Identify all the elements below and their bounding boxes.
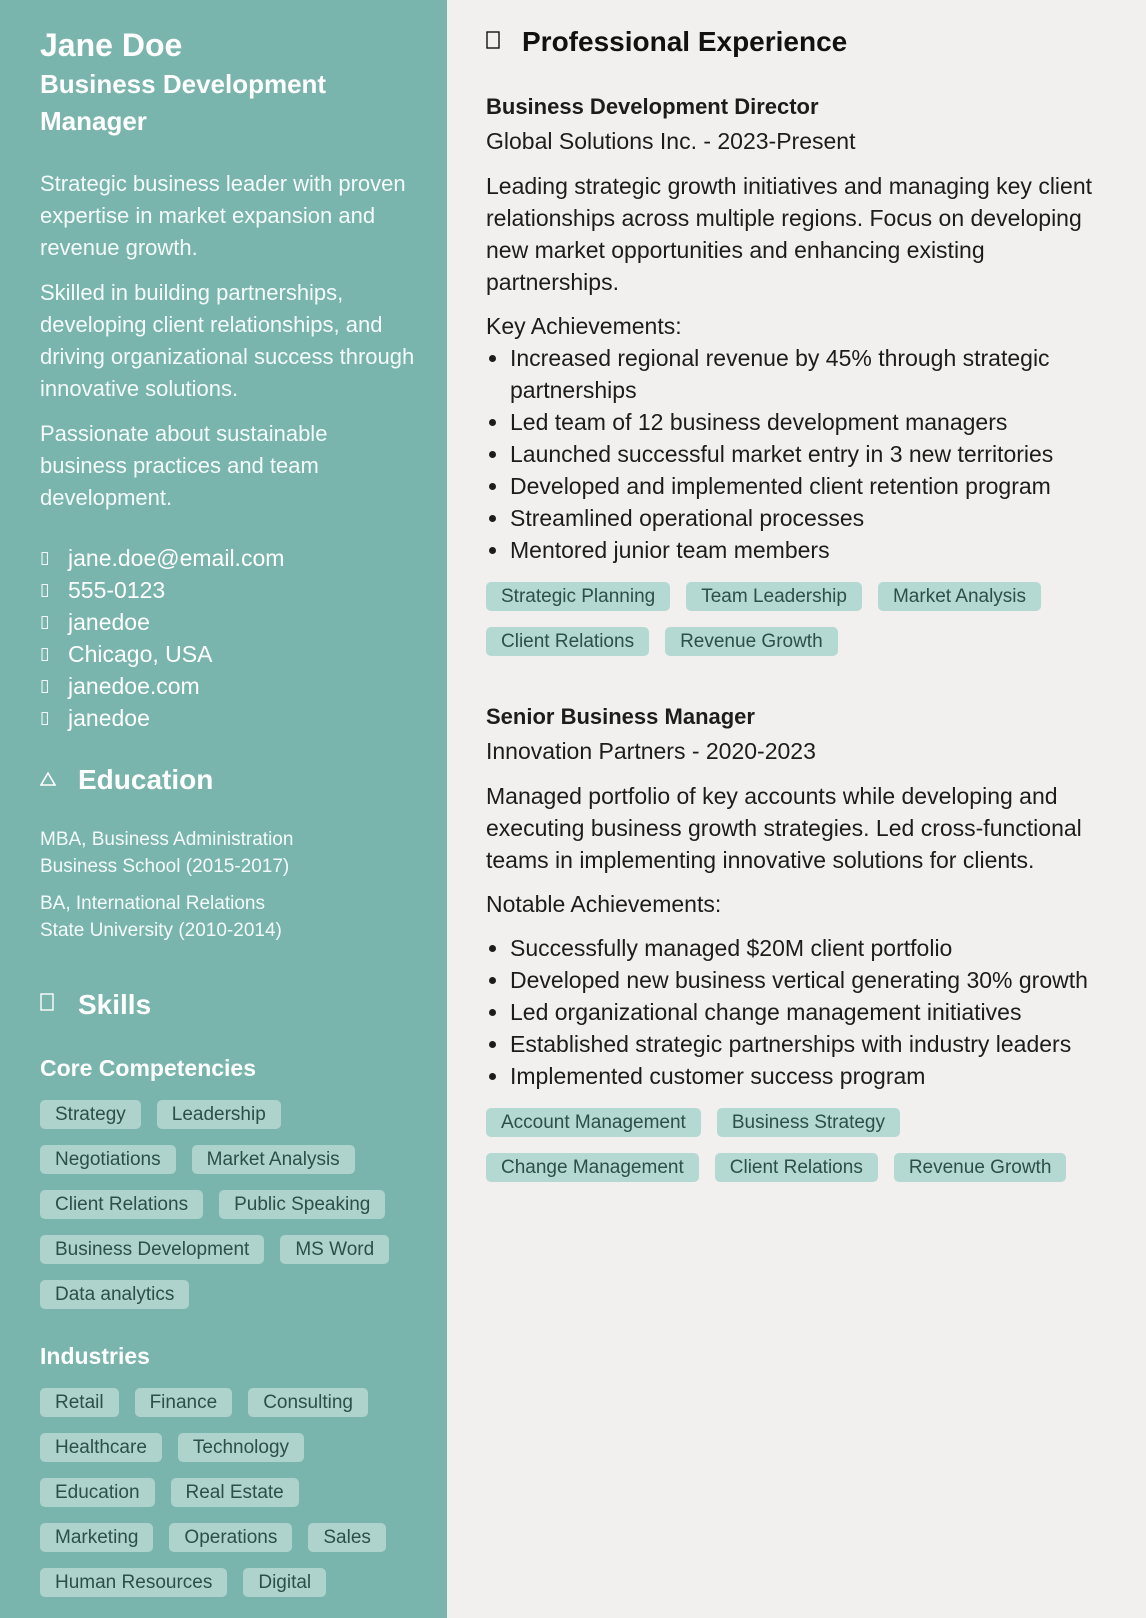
summary-paragraph: Skilled in building partnerships, developing client relationships, and driving organizational success through innovative solutions. [40, 280, 415, 401]
industry-tag: Operations [169, 1523, 292, 1552]
job-title: Senior Business Manager [486, 704, 755, 729]
achievement-item: • Led organizational change management initiatives [510, 996, 1122, 1028]
job-description: Managed portfolio of key accounts while developing and executing business growth strategies. Led cross-functional teams in implementing innovative solutions for clients. [486, 783, 1082, 873]
job-entry [486, 92, 1122, 656]
skill-tag: Data analytics [40, 1280, 189, 1309]
achievement-item: • Developed new business vertical generating 30% growth [510, 964, 1122, 996]
achievements-label: Key Achievements: [486, 313, 682, 339]
education-heading [40, 764, 417, 796]
industry-tag: Sales [308, 1523, 386, 1552]
experience-title: Professional Experience [522, 26, 848, 57]
achievement-item: • Launched successful market entry in 3 new territories [510, 438, 1122, 470]
sidebar [0, 0, 447, 1618]
briefcase-icon [486, 29, 522, 55]
industry-tag: Technology [178, 1433, 304, 1462]
contact-text: 555-0123 [68, 577, 166, 603]
education-title: Education [78, 764, 214, 795]
education-item [40, 826, 417, 880]
industry-tag: Retail [40, 1388, 119, 1417]
skill-tag: MS Word [280, 1235, 389, 1264]
phone-icon: ▯ [40, 580, 50, 599]
industry-tag: Consulting [248, 1388, 368, 1417]
linkedin-icon: ▯ [40, 612, 50, 631]
job-title: Business Development Director [486, 94, 819, 119]
contact-linkedin[interactable] [40, 606, 417, 638]
contact-github[interactable] [40, 702, 417, 734]
github-icon: ▯ [40, 708, 50, 727]
main-content [447, 0, 1146, 1618]
achievement-item: • Established strategic partnerships with industry leaders [510, 1028, 1122, 1060]
industry-tag: Finance [135, 1388, 233, 1417]
industry-tag: Healthcare [40, 1433, 162, 1462]
job-company-dates: Global Solutions Inc. - 2023-Present [486, 128, 856, 154]
industry-tag: Marketing [40, 1523, 153, 1552]
achievement-item: • Increased regional revenue by 45% through strategic partnerships [510, 342, 1122, 406]
job-tag: Account Management [486, 1108, 701, 1137]
contact-text: janedoe [68, 609, 150, 635]
industry-tag: Education [40, 1478, 155, 1507]
skill-tag: Leadership [157, 1100, 281, 1129]
website-icon: ▯ [40, 676, 50, 695]
job-description: Leading strategic growth initiatives and managing key client relationships across multiple regions. Focus on developing new market opportunities and enhancing existing partnerships. [486, 173, 1093, 295]
skills-title: Skills [78, 989, 152, 1020]
summary [40, 168, 417, 514]
industry-tag: Real Estate [171, 1478, 299, 1507]
job-tag: Client Relations [486, 627, 649, 656]
skills-heading [40, 989, 417, 1021]
industries-title: Industries [40, 1343, 150, 1369]
achievement-item: • Implemented customer success program [510, 1060, 1122, 1092]
education-degree: BA, International Relations [40, 893, 265, 914]
achievements-list [486, 342, 1122, 566]
contact-location [40, 638, 417, 670]
core-competencies-tags [40, 1100, 417, 1309]
graduation-cap-icon [40, 769, 78, 792]
achievements-label: Notable Achievements: [486, 891, 722, 917]
education-school: Business School (2015-2017) [40, 856, 290, 877]
job-tag: Revenue Growth [665, 627, 838, 656]
contact-text: Chicago, USA [68, 641, 213, 667]
achievement-item: • Successfully managed $20M client portfolio [510, 932, 1122, 964]
core-competencies-title: Core Competencies [40, 1055, 257, 1081]
contact-list [40, 542, 417, 734]
job-tags [486, 1108, 1122, 1182]
skill-tag: Client Relations [40, 1190, 203, 1219]
summary-paragraph: Strategic business leader with proven expertise in market expansion and revenue growth. [40, 171, 406, 260]
job-entry [486, 702, 1122, 1182]
education-list [40, 826, 417, 944]
education-degree: MBA, Business Administration [40, 829, 294, 850]
contact-text: janedoe [68, 705, 150, 731]
education-item [40, 890, 417, 944]
skill-tag: Strategy [40, 1100, 141, 1129]
industry-tag: Human Resources [40, 1568, 227, 1597]
experience-heading [486, 26, 1122, 58]
job-tag: Market Analysis [878, 582, 1041, 611]
job-tag: Business Strategy [717, 1108, 900, 1137]
achievement-item: • Mentored junior team members [510, 534, 1122, 566]
candidate-role: Business Development Manager [40, 69, 327, 136]
tools-icon [40, 993, 78, 1017]
skill-tag: Market Analysis [192, 1145, 355, 1174]
skill-tag: Business Development [40, 1235, 264, 1264]
candidate-name: Jane Doe [40, 27, 183, 63]
job-tag: Strategic Planning [486, 582, 670, 611]
summary-paragraph: Passionate about sustainable business practices and team development. [40, 421, 328, 510]
industry-tag: Digital [243, 1568, 326, 1597]
contact-website[interactable] [40, 670, 417, 702]
job-company-dates: Innovation Partners - 2020-2023 [486, 738, 816, 764]
contact-phone[interactable] [40, 574, 417, 606]
achievements-list [486, 932, 1122, 1092]
achievement-item: • Streamlined operational processes [510, 502, 1122, 534]
skill-tag: Negotiations [40, 1145, 176, 1174]
achievement-item: • Developed and implemented client retention program [510, 470, 1122, 502]
job-tag: Change Management [486, 1153, 699, 1182]
education-school: State University (2010-2014) [40, 920, 282, 941]
achievement-item: • Led team of 12 business development managers [510, 406, 1122, 438]
contact-email[interactable] [40, 542, 417, 574]
skill-tag: Public Speaking [219, 1190, 385, 1219]
job-tags [486, 582, 1122, 656]
contact-text: janedoe.com [68, 673, 200, 699]
contact-text: jane.doe@email.com [68, 545, 285, 571]
job-tag: Revenue Growth [894, 1153, 1067, 1182]
job-tag: Team Leadership [686, 582, 862, 611]
job-tag: Client Relations [715, 1153, 878, 1182]
email-icon: ▯ [40, 548, 50, 567]
industries-tags [40, 1388, 417, 1597]
location-icon: ▯ [40, 644, 50, 663]
